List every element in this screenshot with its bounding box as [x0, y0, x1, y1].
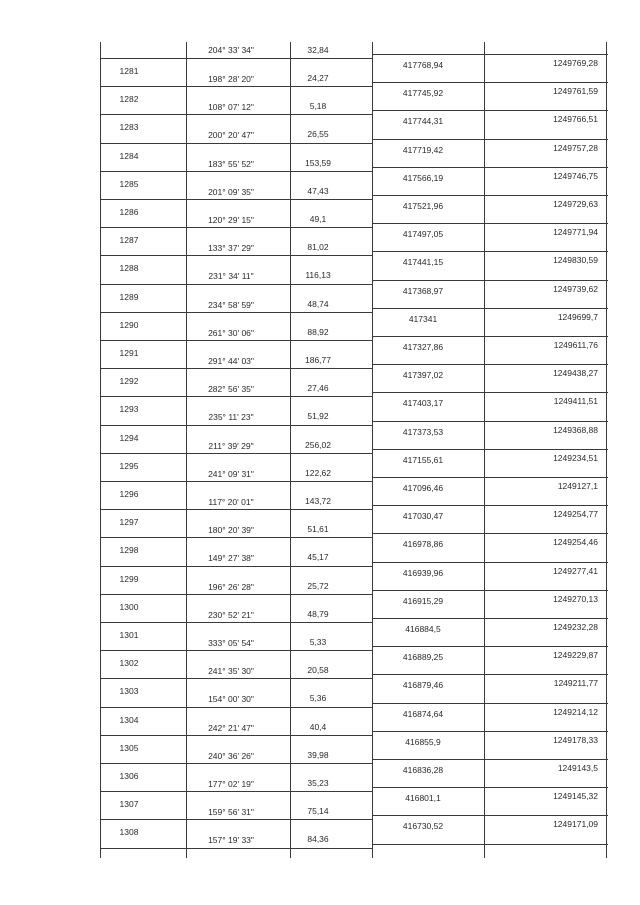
bearing-angle: 241° 09' 31" — [208, 468, 254, 479]
segment-distance: 20,58 — [307, 665, 329, 676]
y-coordinate: 1249127,1 — [557, 481, 598, 491]
y-coordinate: 1249214,12 — [553, 706, 598, 717]
segment-distance: 153,59 — [305, 157, 331, 168]
bearing-angle: 201° 09' 35" — [208, 186, 254, 197]
grid-hline-right — [372, 54, 608, 55]
segment-distance: 51,61 — [307, 524, 329, 535]
y-coordinate: 1249757,28 — [553, 142, 598, 153]
bearing-angle: 282° 56' 35" — [208, 384, 254, 395]
segment-distance: 49,1 — [309, 214, 327, 224]
y-coordinate: 1249438,27 — [553, 368, 598, 379]
x-coordinate: 416730,52 — [402, 821, 444, 832]
point-number: 1294 — [119, 432, 139, 443]
grid-hline-right — [372, 703, 608, 704]
grid-hline-right — [372, 223, 608, 224]
x-coordinate: 416874,64 — [402, 708, 444, 719]
x-coordinate: 417441,15 — [402, 257, 444, 268]
point-number: 1281 — [119, 66, 139, 76]
bearing-angle: 198° 28' 20" — [208, 74, 254, 84]
point-number: 1295 — [119, 460, 139, 471]
bearing-angle: 200° 20' 47" — [208, 130, 254, 141]
grid-hline-left — [100, 678, 372, 679]
x-coordinate: 417368,97 — [402, 285, 444, 296]
segment-distance: 5,18 — [309, 101, 327, 112]
x-coordinate: 417341 — [408, 313, 438, 324]
y-coordinate: 1249766,51 — [553, 114, 598, 125]
grid-hline-left — [100, 707, 372, 708]
segment-distance: 26,55 — [307, 129, 329, 140]
x-coordinate: 416889,25 — [402, 652, 444, 663]
grid-hline-right — [372, 392, 608, 393]
grid-hline-left — [100, 453, 372, 454]
grid-hline-left — [100, 509, 372, 510]
y-coordinate: 1249611,76 — [553, 340, 598, 350]
grid-hline-left — [100, 594, 372, 595]
grid-hline-right — [372, 308, 608, 309]
point-number: 1307 — [119, 799, 139, 810]
point-number: 1300 — [119, 601, 139, 612]
point-number: 1288 — [119, 263, 139, 274]
x-coordinate: 417745,92 — [402, 88, 444, 99]
x-coordinate: 417497,05 — [402, 229, 444, 240]
point-number: 1283 — [119, 122, 139, 133]
bearing-angle: 261° 30' 06" — [208, 327, 254, 338]
grid-hline-right — [372, 280, 608, 281]
grid-hline-right — [372, 844, 608, 845]
grid-hline-left — [100, 622, 372, 623]
x-coordinate: 417096,46 — [402, 483, 444, 493]
y-coordinate: 1249229,87 — [553, 650, 598, 661]
segment-distance: 88,92 — [307, 326, 329, 337]
grid-hline-right — [372, 505, 608, 506]
x-coordinate: 417566,19 — [402, 172, 444, 183]
grid-hline-right — [372, 110, 608, 111]
segment-distance: 75,14 — [307, 806, 329, 817]
point-number: 1302 — [119, 658, 139, 669]
grid-hline-right — [372, 477, 608, 478]
bearing-angle: 230° 52' 21" — [208, 609, 254, 620]
segment-distance: 143,72 — [305, 496, 331, 506]
x-coordinate: 417155,61 — [402, 454, 444, 465]
point-number: 1299 — [119, 573, 139, 584]
y-coordinate: 1249769,28 — [553, 58, 598, 68]
grid-hline-left — [100, 199, 372, 200]
y-coordinate: 1249234,51 — [553, 452, 598, 463]
grid-hline-left — [100, 58, 372, 59]
grid-hline-left — [100, 735, 372, 736]
point-number: 1306 — [119, 771, 139, 781]
grid-hline-right — [372, 815, 608, 816]
segment-distance: 256,02 — [305, 439, 331, 450]
point-number: 1297 — [119, 517, 139, 528]
grid-hline-right — [372, 759, 608, 760]
bearing-angle: 235° 11' 23" — [208, 412, 254, 423]
grid-hline-right — [372, 82, 608, 83]
grid-hline-left — [100, 566, 372, 567]
bearing-angle: 117° 20' 01" — [208, 497, 254, 507]
grid-hline-left — [100, 650, 372, 651]
y-coordinate: 1249270,13 — [553, 593, 598, 604]
y-coordinate: 1249411,51 — [553, 396, 598, 407]
segment-distance: 39,98 — [307, 749, 329, 760]
x-coordinate: 416855,9 — [405, 736, 441, 747]
point-number: 1285 — [119, 178, 139, 189]
grid-hline-left — [100, 227, 372, 228]
bearing-angle: 291° 44' 03" — [208, 356, 254, 366]
y-coordinate: 1249771,94 — [553, 227, 598, 238]
y-coordinate: 1249254,77 — [553, 509, 598, 520]
bearing-angle: 157° 19' 33" — [208, 835, 254, 846]
grid-hline-right — [372, 195, 608, 196]
y-coordinate: 1249178,33 — [553, 734, 598, 745]
bearing-angle: 234° 58' 59" — [208, 299, 254, 310]
segment-distance: 47,43 — [307, 185, 329, 196]
point-number: 1293 — [119, 404, 139, 415]
segment-distance: 116,13 — [305, 270, 331, 281]
point-number: 1301 — [119, 630, 139, 640]
grid-hline-right — [372, 590, 608, 591]
grid-hline-right — [372, 674, 608, 675]
grid-hline-left — [100, 284, 372, 285]
y-coordinate: 1249143,5 — [557, 763, 598, 773]
bearing-angle: 177° 02' 19" — [208, 779, 254, 789]
x-coordinate: 416879,46 — [402, 680, 444, 691]
y-coordinate: 1249232,28 — [553, 622, 598, 632]
segment-distance: 25,72 — [307, 580, 329, 591]
bearing-angle: 120° 29' 15" — [208, 215, 254, 225]
y-coordinate: 1249746,75 — [553, 170, 598, 181]
bearing-angle: 154° 00' 30" — [208, 694, 254, 705]
x-coordinate: 417327,86 — [402, 342, 444, 352]
grid-hline-right — [372, 449, 608, 450]
bearing-angle: 231° 34' 11" — [208, 271, 254, 282]
grid-hline-right — [372, 731, 608, 732]
segment-distance: 40,4 — [309, 721, 327, 732]
x-coordinate: 417030,47 — [402, 511, 444, 522]
bearing-angle: 241° 35' 30" — [208, 666, 254, 677]
point-number: 1308 — [119, 827, 139, 838]
point-number: 1303 — [119, 686, 139, 697]
grid-hline-left — [100, 396, 372, 397]
x-coordinate: 416978,86 — [402, 539, 444, 550]
y-coordinate: 1249211,77 — [553, 678, 598, 689]
point-number: 1287 — [119, 235, 139, 246]
point-number: 1305 — [119, 742, 139, 753]
grid-hline-right — [372, 646, 608, 647]
grid-hline-left — [100, 312, 372, 313]
segment-distance: 24,27 — [307, 73, 329, 83]
bearing-angle: 159° 56' 31" — [208, 807, 254, 818]
point-number: 1289 — [119, 291, 139, 302]
x-coordinate: 417768,94 — [402, 60, 444, 70]
x-coordinate: 416836,28 — [402, 765, 444, 775]
bearing-angle: 180° 20' 39" — [208, 525, 254, 536]
bearing-angle: 196° 26' 28" — [208, 581, 254, 592]
bearing-angle: 133° 37' 29" — [208, 243, 254, 254]
bearing-angle: 333° 05' 54" — [208, 638, 254, 648]
grid-hline-left — [100, 537, 372, 538]
point-number: 1291 — [119, 348, 139, 358]
x-coordinate: 417373,53 — [402, 426, 444, 437]
grid-hline-right — [372, 533, 608, 534]
grid-hline-left — [100, 763, 372, 764]
grid-hline-right — [372, 364, 608, 365]
bearing-angle: 204° 33' 34" — [208, 45, 254, 55]
grid-hline-right — [372, 336, 608, 337]
segment-distance: 48,79 — [307, 608, 329, 619]
grid-hline-right — [372, 562, 608, 563]
grid-hline-left — [100, 340, 372, 341]
bearing-angle: 240° 36' 26" — [208, 750, 254, 761]
segment-distance: 27,46 — [307, 383, 329, 394]
y-coordinate: 1249830,59 — [553, 255, 598, 266]
bearing-angle: 149° 27' 38" — [208, 553, 254, 564]
segment-distance: 48,74 — [307, 298, 329, 309]
grid-hline-left — [100, 255, 372, 256]
grid-hline-left — [100, 86, 372, 87]
point-number: 1296 — [119, 489, 139, 499]
point-number: 1284 — [119, 150, 139, 161]
bearing-angle: 183° 55' 52" — [208, 158, 254, 169]
y-coordinate: 1249277,41 — [553, 565, 598, 576]
x-coordinate: 417403,17 — [402, 398, 444, 409]
grid-hline-right — [372, 251, 608, 252]
segment-distance: 81,02 — [307, 242, 329, 253]
segment-distance: 32,84 — [307, 45, 329, 55]
segment-distance: 5,36 — [309, 693, 327, 704]
grid-vline — [484, 42, 485, 858]
bearing-angle: 211° 39' 29" — [208, 440, 254, 451]
x-coordinate: 417744,31 — [402, 116, 444, 127]
segment-distance: 35,23 — [307, 778, 329, 788]
grid-hline-left — [100, 425, 372, 426]
grid-hline-right — [372, 618, 608, 619]
segment-distance: 45,17 — [307, 552, 329, 563]
grid-hline-left — [100, 114, 372, 115]
y-coordinate: 1249368,88 — [553, 424, 598, 435]
point-number: 1304 — [119, 714, 139, 725]
x-coordinate: 416801,1 — [405, 793, 441, 804]
y-coordinate: 1249254,46 — [553, 537, 598, 548]
point-number: 1298 — [119, 545, 139, 556]
grid-hline-left — [100, 143, 372, 144]
bearing-angle: 242° 21' 47" — [208, 722, 254, 733]
x-coordinate: 416939,96 — [402, 567, 444, 578]
grid-hline-right — [372, 787, 608, 788]
grid-hline-right — [372, 167, 608, 168]
grid-hline-left — [100, 481, 372, 482]
y-coordinate: 1249729,63 — [553, 199, 598, 209]
point-number: 1286 — [119, 207, 139, 217]
segment-distance: 5,33 — [309, 637, 327, 647]
y-coordinate: 1249171,09 — [553, 819, 598, 830]
grid-hline-left — [100, 848, 372, 849]
segment-distance: 51,92 — [307, 411, 329, 422]
grid-hline-left — [100, 819, 372, 820]
grid-hline-left — [100, 368, 372, 369]
x-coordinate: 417397,02 — [402, 370, 444, 381]
point-number: 1282 — [119, 94, 139, 105]
grid-hline-right — [372, 421, 608, 422]
y-coordinate: 1249739,62 — [553, 283, 598, 294]
point-number: 1290 — [119, 319, 139, 330]
grid-hline-left — [100, 791, 372, 792]
y-coordinate: 1249699,7 — [557, 311, 598, 322]
grid-hline-left — [100, 171, 372, 172]
x-coordinate: 416915,29 — [402, 595, 444, 606]
grid-hline-right — [372, 139, 608, 140]
x-coordinate: 417521,96 — [402, 201, 444, 211]
y-coordinate: 1249145,32 — [553, 791, 598, 802]
point-number: 1292 — [119, 376, 139, 387]
segment-distance: 186,77 — [305, 355, 331, 365]
segment-distance: 84,36 — [307, 834, 329, 845]
x-coordinate: 417719,42 — [402, 144, 444, 155]
y-coordinate: 1249761,59 — [553, 86, 598, 97]
grid-vline — [372, 42, 373, 858]
x-coordinate: 416884,5 — [405, 624, 441, 634]
grid-vline — [606, 42, 607, 858]
bearing-angle: 108° 07' 12" — [208, 102, 254, 113]
segment-distance: 122,62 — [305, 467, 331, 478]
